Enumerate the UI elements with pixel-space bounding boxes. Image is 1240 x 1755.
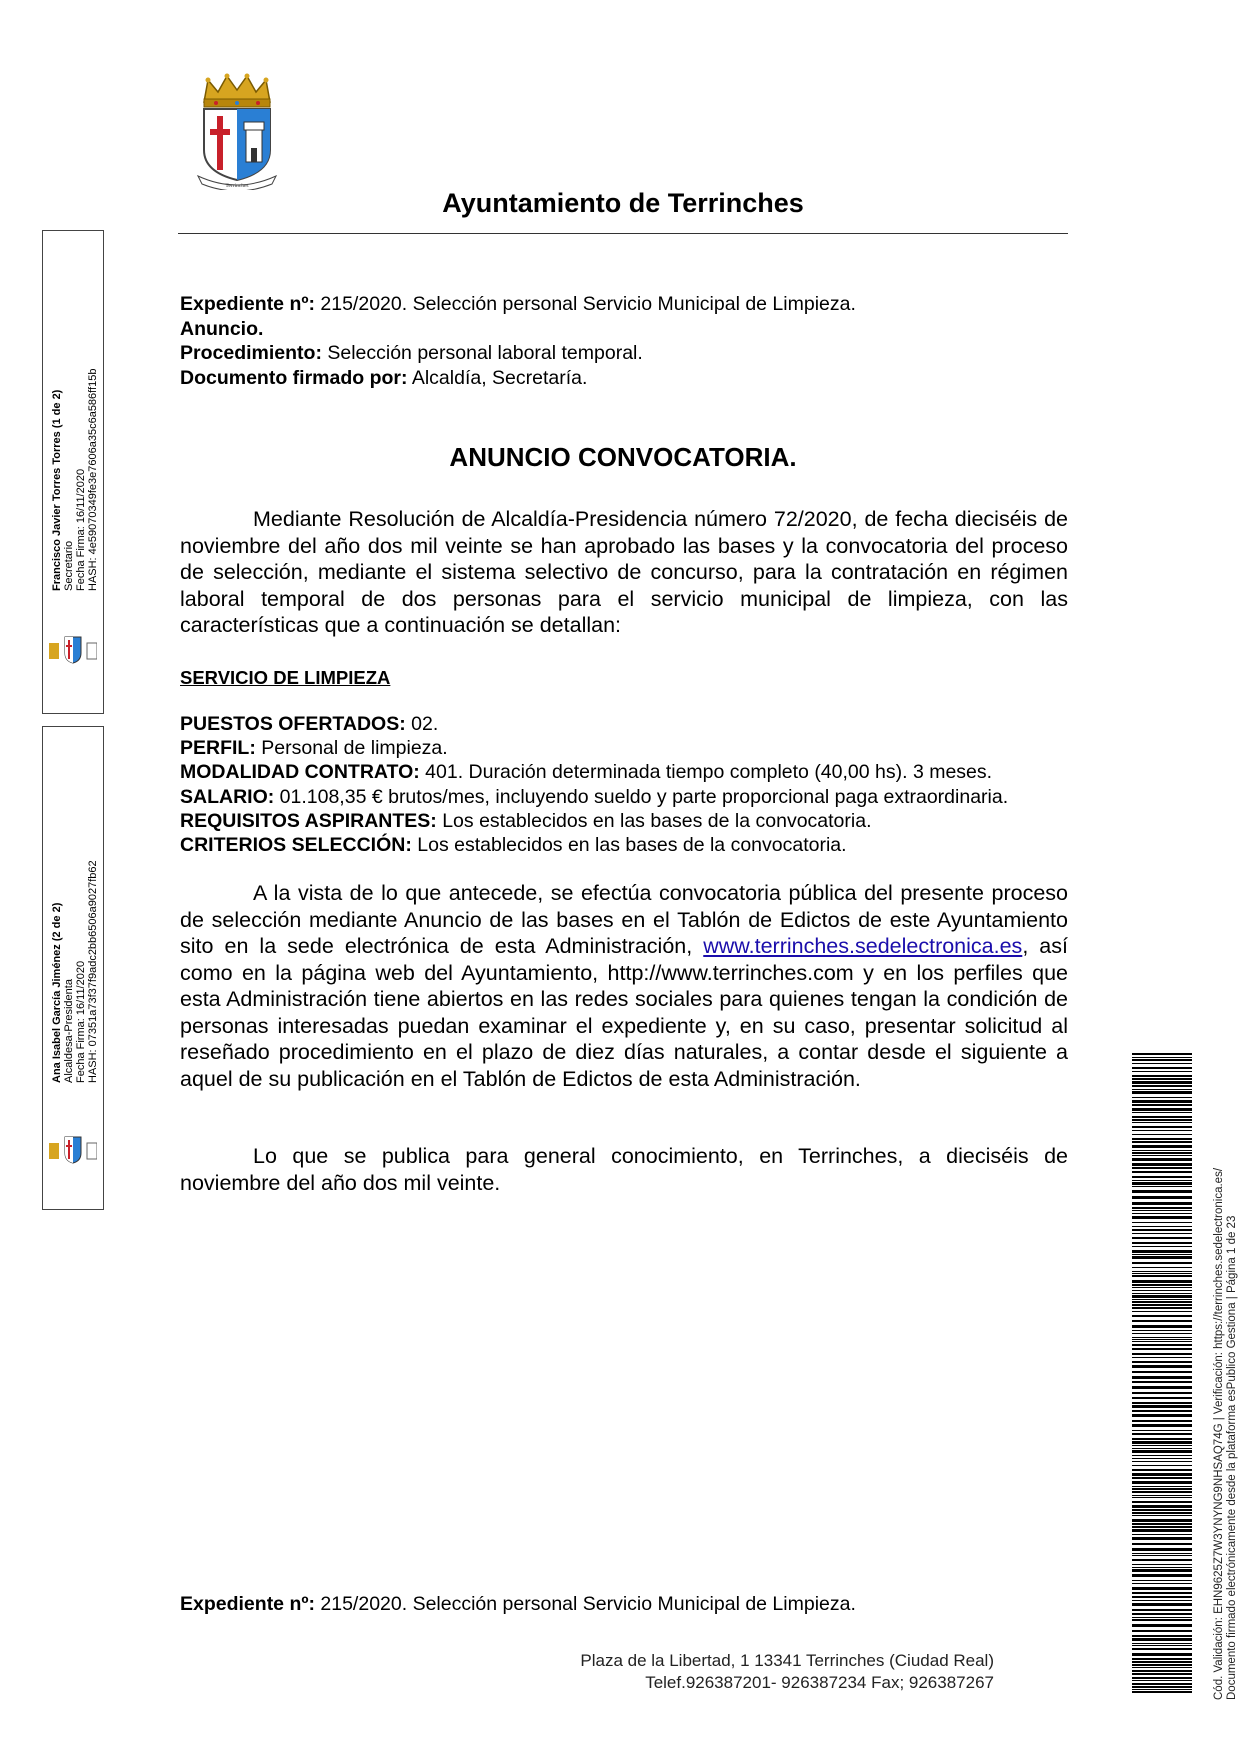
barcode-bar [1132, 1280, 1192, 1283]
document-metadata [180, 292, 1080, 390]
barcode-bar [1132, 1680, 1192, 1681]
barcode-bar [1132, 1488, 1192, 1490]
barcode-bar [1132, 1564, 1192, 1565]
barcode-bar [1132, 1392, 1192, 1394]
anuncio-line [180, 317, 1080, 342]
barcode-bar [1132, 1569, 1192, 1572]
barcode-bar [1132, 1167, 1192, 1169]
signature-1-text [51, 231, 99, 591]
barcode-bar [1132, 1553, 1192, 1554]
anuncio-label: Anuncio. [180, 317, 264, 340]
barcode-bar [1132, 1477, 1192, 1479]
barcode-bar [1132, 1526, 1192, 1528]
barcode-bar [1132, 1213, 1192, 1214]
barcode-bar [1132, 1555, 1192, 1556]
closing-paragraph: Lo que se publica para general conocimiento, en Terrinches, a dieciséis de noviembre del año dos mil veinte. [180, 1144, 1068, 1195]
barcode-bar [1132, 1341, 1192, 1342]
barcode-bar [1132, 1534, 1192, 1535]
barcode-bar [1132, 1246, 1192, 1247]
barcode-bar [1132, 1448, 1192, 1449]
barcode-bar [1132, 1063, 1192, 1064]
expediente-label: Expediente nº: [180, 293, 315, 315]
barcode-bar [1132, 1130, 1192, 1131]
signature-box-1 [42, 230, 104, 714]
barcode-bar [1132, 1171, 1192, 1173]
signature-date: Fecha Firma: 16/11/2020 [75, 960, 87, 1083]
barcode-bar [1132, 1630, 1192, 1632]
footer-address [500, 1650, 994, 1694]
barcode-bar [1132, 1445, 1192, 1446]
barcode-bar [1132, 1509, 1192, 1511]
header-divider [178, 233, 1068, 234]
barcode-bar [1132, 1075, 1192, 1077]
barcode-bar [1132, 1512, 1192, 1514]
barcode-bar [1132, 1619, 1192, 1621]
barcode-bar [1132, 1405, 1192, 1408]
barcode-bar [1132, 1638, 1192, 1641]
barcode-bar [1132, 1250, 1192, 1253]
barcode-bar [1132, 1134, 1192, 1135]
barcode-bar [1132, 1410, 1192, 1412]
barcode-bar [1132, 1667, 1192, 1668]
procedimiento-line [180, 341, 1080, 366]
barcode-bar [1132, 1376, 1192, 1379]
barcode-bar [1132, 1053, 1192, 1055]
barcode-bar [1132, 1237, 1192, 1239]
barcode-bar [1132, 1473, 1192, 1476]
barcode-bar [1132, 1501, 1192, 1503]
detail-modalidad: MODALIDAD CONTRATO: 401. Duración determinada tiempo completo (40,00 hs). 3 meses. [180, 761, 993, 784]
barcode-bar [1132, 1357, 1192, 1358]
barcode-bar [1132, 1670, 1192, 1672]
firmado-line [180, 366, 1080, 391]
signature-hash: HASH: 4e59070349fe3e7606a35c6a586ff15b [87, 368, 99, 591]
validation-text [1213, 1168, 1239, 1700]
signature-date: Fecha Firma: 16/11/2020 [75, 468, 87, 591]
barcode-bar [1132, 1176, 1192, 1178]
barcode-bar [1132, 1386, 1192, 1389]
barcode-bar [1132, 1116, 1192, 1118]
barcode-bar [1132, 1683, 1192, 1685]
footer-expediente: Expediente nº: 215/2020. Selección personal Servicio Municipal de Limpieza. [180, 1593, 856, 1615]
barcode-bar [1132, 1330, 1192, 1331]
barcode-bar [1132, 1519, 1192, 1522]
barcode-bar [1132, 1145, 1192, 1148]
barcode-bar [1132, 1180, 1192, 1181]
barcode-bar [1132, 1438, 1192, 1440]
barcode-bar [1132, 1420, 1192, 1422]
barcode-bar [1132, 1353, 1192, 1355]
barcode-bar [1132, 1677, 1192, 1679]
barcode-bar [1132, 1152, 1192, 1154]
barcode-bar [1132, 1461, 1192, 1462]
barcode-bar [1132, 1495, 1192, 1496]
job-details [180, 712, 1080, 857]
detail-salario: SALARIO: 01.108,35 € brutos/mes, incluyendo sueldo y parte proporcional paga extraordinaria. [180, 785, 1009, 808]
barcode-bar [1132, 1057, 1192, 1058]
expediente-value: 215/2020. Selección personal Servicio Municipal de Limpieza. [314, 293, 856, 315]
barcode-bar [1132, 1523, 1192, 1525]
barcode-bar [1132, 1158, 1192, 1161]
barcode-bar [1132, 1481, 1192, 1484]
barcode-bar [1132, 1592, 1192, 1594]
barcode-bar [1132, 1275, 1192, 1277]
barcode-bar [1132, 1603, 1192, 1606]
barcode-bar [1132, 1210, 1192, 1211]
address-line: Plaza de la Libertad, 1 13341 Terrinches (Ciudad Real) [580, 1651, 994, 1670]
barcode-bar [1132, 1078, 1192, 1080]
barcode-bar [1132, 1600, 1192, 1601]
barcode-bar [1132, 1491, 1192, 1493]
procedimiento-value: Selección personal laboral temporal. [321, 342, 643, 364]
barcode-bar [1132, 1067, 1192, 1069]
firmado-label: Documento firmado por: [180, 366, 408, 389]
barcode-bar [1132, 1613, 1192, 1615]
signature-hash: HASH: 07351a73f37f9adc2bb6506a9027fb62 [87, 860, 99, 1083]
barcode-bar [1132, 1233, 1192, 1234]
page-title: Ayuntamiento de Terrinches [442, 188, 804, 218]
barcode-bar [1132, 1190, 1192, 1193]
platform-line: Documento firmado electrónicamente desde la plataforma esPublico Gestiona | Página 1 de 23 [1226, 1215, 1238, 1700]
coat-of-arms-logo [196, 72, 278, 190]
barcode-bar [1132, 1059, 1192, 1061]
intro-paragraph: Mediante Resolución de Alcaldía-Presidencia número 72/2020, de fecha dieciséis de noviembre del año dos mil veinte se han aprobado las bases y la convocatoria del proceso de selección, mediante el sistema selectivo de concurso, para la contratación en régimen laboral temporal de dos personas para el servicio municipal de limpieza, con las características que a continuación se detallan: [180, 507, 1068, 637]
ribbon-caption: Terrinches [225, 183, 249, 189]
barcode-bar [1132, 1548, 1192, 1551]
barcode-bar [1132, 1433, 1192, 1435]
barcode-bar [1132, 1216, 1192, 1219]
barcode-bar [1132, 1686, 1192, 1688]
barcode-bar [1132, 1295, 1192, 1298]
barcode-bar [1132, 1624, 1192, 1627]
barcode-bar [1132, 1333, 1192, 1334]
barcode-bar [1132, 1186, 1192, 1187]
barcode-bar [1132, 1414, 1192, 1417]
barcode-bar [1132, 1182, 1192, 1185]
barcode-bar [1132, 1222, 1192, 1223]
barcode-bar [1132, 1645, 1192, 1646]
signature-box-2 [42, 726, 104, 1210]
publication-paragraph: A la vista de lo que antecede, se efectúa convocatoria pública del presente proceso de selección mediante Anuncio de las bases en el Tablón de Edictos de este Ayuntamiento sito en la sede electrónica de esta Administración, www.terrinches.sedelectronica.es, así como en la página web del Ayuntamiento, http://www.terrinches.com y en los perfiles que esta Administración tiene abiertos en las redes sociales para quienes tengan la condición de personas interesadas puedan examinar el expediente y, en su caso, presentar solicitud al reseñado procedimiento en el plazo de diez días naturales, a contar desde el siguiente a aquel de su publicación en el Tablón de Edictos de esta Administración. [180, 881, 1068, 1091]
barcode-bar [1132, 1254, 1192, 1255]
barcode-bar [1132, 1469, 1192, 1471]
barcode-bar [1132, 1567, 1192, 1568]
barcode-bar [1132, 1574, 1192, 1577]
phones-line: Telef.926387201- 926387234 Fax; 926387267 [645, 1673, 994, 1692]
barcode-bar [1132, 1691, 1192, 1693]
barcode-bar [1132, 1537, 1192, 1540]
firmado-value: Alcaldía, Secretaría. [407, 366, 588, 389]
signer-role: Secretario [63, 540, 75, 591]
barcode-bar [1132, 1397, 1192, 1399]
barcode-bar [1132, 1085, 1192, 1087]
barcode-bar [1132, 1465, 1192, 1466]
barcode-bar [1132, 1271, 1192, 1272]
barcode-bar [1132, 1301, 1192, 1303]
barcode-bar [1132, 1155, 1192, 1156]
barcode-bar [1132, 1450, 1192, 1453]
barcode-bar [1132, 1320, 1192, 1322]
barcode-bar [1132, 1658, 1192, 1660]
barcode-bar [1132, 1497, 1192, 1498]
barcode-bar [1132, 1653, 1192, 1656]
signer-role: Alcaldesa-Presidenta [63, 979, 75, 1083]
barcode-bar [1132, 1635, 1192, 1637]
barcode-bar [1132, 1580, 1192, 1581]
barcode-bar [1132, 1505, 1192, 1508]
barcode-bar [1132, 1587, 1192, 1590]
barcode-bar [1132, 1207, 1192, 1209]
barcode-bar [1132, 1648, 1192, 1650]
barcode-bar [1132, 1664, 1192, 1666]
barcode-bar [1132, 1141, 1192, 1143]
detail-criterios: CRITERIOS SELECCIÓN: Los establecidos en las bases de la convocatoria. [180, 834, 847, 857]
section-heading: SERVICIO DE LIMPIEZA [180, 667, 391, 688]
expediente-line [180, 292, 1080, 317]
barcode-bar [1132, 1229, 1192, 1231]
document-title: ANUNCIO CONVOCATORIA. [449, 442, 797, 472]
barcode-bar [1132, 1339, 1192, 1340]
barcode-bar [1132, 1138, 1192, 1140]
barcode-bar [1132, 1661, 1192, 1663]
barcode-bar [1132, 1311, 1192, 1312]
barcode-bar [1132, 1325, 1192, 1328]
barcode-bar [1132, 1293, 1192, 1294]
crown-icon [204, 74, 270, 108]
barcode-bar [1132, 1361, 1192, 1363]
barcode-bar [1132, 1455, 1192, 1456]
barcode-bar [1132, 1202, 1192, 1205]
barcode-bar [1132, 1287, 1192, 1288]
barcode-bar [1132, 1529, 1192, 1532]
barcode-bar [1132, 1267, 1192, 1268]
detail-requisitos: REQUISITOS ASPIRANTES: Los establecidos en las bases de la convocatoria. [180, 809, 872, 832]
barcode-bar [1132, 1126, 1192, 1128]
seal-icon [49, 631, 97, 665]
barcode-bar [1132, 1108, 1192, 1111]
barcode-bar [1132, 1344, 1192, 1346]
barcode-bar [1132, 1402, 1192, 1404]
barcode-bar [1132, 1673, 1192, 1675]
barcode-bar [1132, 1424, 1192, 1427]
barcode-icon [1132, 1053, 1192, 1696]
barcode-bar [1132, 1097, 1192, 1098]
barcode-bar [1132, 1441, 1192, 1444]
barcode-bar [1132, 1242, 1192, 1244]
detail-perfil: PERFIL: Personal de limpieza. [180, 737, 448, 760]
barcode-bar [1132, 1299, 1192, 1300]
barcode-bar [1132, 1256, 1192, 1259]
barcode-bar [1132, 1381, 1192, 1383]
barcode-bar [1132, 1081, 1192, 1084]
barcode-bar [1132, 1071, 1192, 1072]
barcode-bar [1132, 1119, 1192, 1121]
signer-name: Ana Isabel García Jiménez (2 de 2) [51, 902, 63, 1083]
barcode-bar [1132, 1226, 1192, 1227]
validation-code-line: Cód. Validación: EHN9625Z7W3YNYNG9NHSAQ74G | Verificación: https://terrinches.sedelectronica.es/ [1213, 1167, 1225, 1700]
barcode-bar [1132, 1337, 1192, 1338]
sede-electronica-link[interactable]: www.terrinches.sedelectronica.es [703, 934, 1023, 958]
barcode-bar [1132, 1559, 1192, 1561]
barcode-bar [1132, 1273, 1192, 1274]
barcode-bar [1132, 1596, 1192, 1598]
procedimiento-label: Procedimiento: [180, 342, 322, 364]
barcode-bar [1132, 1515, 1192, 1516]
barcode-bar [1132, 1348, 1192, 1350]
barcode-bar [1132, 1371, 1192, 1373]
signer-name: Francisco Javier Torres Torres (1 de 2) [51, 389, 63, 591]
barcode-bar [1132, 1609, 1192, 1611]
barcode-bar [1132, 1583, 1192, 1584]
barcode-bar [1132, 1196, 1192, 1199]
barcode-bar [1132, 1284, 1192, 1286]
barcode-bar [1132, 1315, 1192, 1317]
barcode-bar [1132, 1430, 1192, 1431]
barcode-bar [1132, 1150, 1192, 1151]
barcode-bar [1132, 1290, 1192, 1291]
detail-puestos: PUESTOS OFERTADOS: 02. [180, 713, 439, 735]
barcode-bar [1132, 1543, 1192, 1545]
barcode-bar [1132, 1307, 1192, 1309]
barcode-bar [1132, 1643, 1192, 1644]
barcode-bar [1132, 1122, 1192, 1123]
seal-icon [49, 1131, 97, 1165]
barcode-bar [1132, 1100, 1192, 1103]
barcode-bar [1132, 1091, 1192, 1094]
barcode-bar [1132, 1617, 1192, 1618]
barcode-bar [1132, 1089, 1192, 1090]
signature-2-text [51, 723, 99, 1083]
barcode-bar [1132, 1458, 1192, 1459]
barcode-bar [1132, 1486, 1192, 1487]
barcode-bar [1132, 1689, 1192, 1690]
barcode-bar [1132, 1104, 1192, 1106]
barcode-bar [1132, 1112, 1192, 1113]
barcode-bar [1132, 1365, 1192, 1368]
barcode-bar [1132, 1163, 1192, 1166]
barcode-bar [1132, 1304, 1192, 1306]
barcode-bar [1132, 1262, 1192, 1264]
shield-icon [204, 109, 270, 180]
